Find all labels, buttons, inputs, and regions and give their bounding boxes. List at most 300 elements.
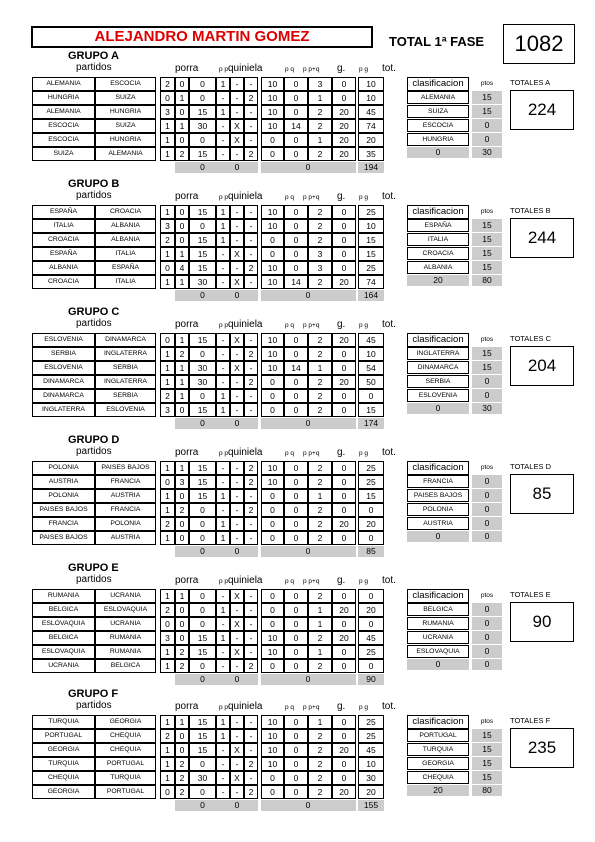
column-header-pp: p p (219, 704, 229, 711)
clasificacion-points: 0 (472, 631, 502, 644)
score-cell: 1 (308, 617, 332, 631)
score-cell: - (216, 133, 230, 147)
score-cell: - (216, 743, 230, 757)
score-cell: - (230, 659, 244, 673)
clasificacion-points: 15 (472, 757, 502, 770)
score-cell: 1 (216, 603, 230, 617)
score-cell: 0 (332, 645, 356, 659)
team-cell: ALEMANIA (95, 147, 156, 161)
team-cell: RUMANIA (32, 589, 95, 603)
score-cell: - (216, 785, 230, 799)
clasificacion-points: 0 (472, 603, 502, 616)
score-cell: 15 (189, 403, 216, 417)
score-cell: 0 (261, 603, 284, 617)
score-cell: 2 (175, 771, 189, 785)
sum-ppq: 0 (284, 800, 332, 811)
score-cell: 0 (189, 757, 216, 771)
column-header-pp: p p (219, 322, 229, 329)
score-cell: 2 (175, 503, 189, 517)
score-cell: - (244, 361, 258, 375)
team-cell: ALBANIA (32, 261, 95, 275)
score-cell: 1 (216, 205, 230, 219)
score-cell: - (230, 219, 244, 233)
score-cell: 45 (358, 631, 384, 645)
score-cell: 30 (189, 771, 216, 785)
team-cell: RUMANIA (95, 631, 156, 645)
clasificacion-team: ESPAÑA (407, 219, 469, 232)
clasificacion-points: 0 (472, 375, 502, 388)
clasificacion-header: clasificacion (407, 589, 469, 603)
clasificacion-team: POLONIA (407, 503, 469, 516)
score-cell: 25 (358, 205, 384, 219)
score-cell: 0 (175, 743, 189, 757)
score-cell: - (230, 757, 244, 771)
clasificacion-points: 15 (472, 361, 502, 374)
score-cell: 45 (358, 743, 384, 757)
score-cell: 10 (358, 77, 384, 91)
team-cell: BELGICA (95, 659, 156, 673)
score-cell: - (244, 771, 258, 785)
score-cell: 30 (189, 375, 216, 389)
score-cell: 0 (284, 261, 308, 275)
column-header-pq: p q (285, 704, 295, 711)
score-cell: 10 (261, 205, 284, 219)
team-cell: HUNGRIA (95, 105, 156, 119)
score-cell: 1 (160, 133, 175, 147)
group-total-value: 85 (510, 474, 574, 514)
clasificacion-header: clasificacion (407, 715, 469, 729)
group-title: GRUPO E (68, 562, 119, 574)
score-cell: 0 (332, 715, 356, 729)
score-cell: 0 (332, 771, 356, 785)
score-cell: - (230, 489, 244, 503)
score-cell: 10 (261, 77, 284, 91)
score-cell: - (244, 743, 258, 757)
sum-filler (175, 546, 189, 557)
score-cell: 15 (358, 403, 384, 417)
score-cell: 0 (189, 659, 216, 673)
score-cell: 1 (160, 361, 175, 375)
score-cell: 0 (284, 333, 308, 347)
score-cell: 14 (284, 361, 308, 375)
score-cell: 1 (160, 589, 175, 603)
score-cell: 10 (261, 219, 284, 233)
score-cell: 20 (332, 333, 356, 347)
score-cell: 0 (332, 589, 356, 603)
score-cell: 15 (189, 461, 216, 475)
score-cell: X (230, 617, 244, 631)
score-cell: 1 (160, 119, 175, 133)
score-cell: 0 (175, 729, 189, 743)
score-cell: 1 (308, 645, 332, 659)
score-cell: 15 (189, 475, 216, 489)
score-cell: 15 (189, 233, 216, 247)
score-cell: 0 (332, 757, 356, 771)
score-cell: 0 (284, 631, 308, 645)
score-cell: 15 (189, 205, 216, 219)
clasificacion-header: clasificacion (407, 461, 469, 475)
score-cell: 15 (189, 729, 216, 743)
score-cell: 0 (189, 589, 216, 603)
score-cell: 25 (358, 645, 384, 659)
score-cell: 0 (284, 617, 308, 631)
score-cell: 0 (261, 375, 284, 389)
score-cell: 2 (308, 205, 332, 219)
score-cell: 0 (284, 715, 308, 729)
score-cell: 1 (175, 275, 189, 289)
score-cell: 1 (175, 461, 189, 475)
column-header-pg: p g (359, 450, 369, 457)
sum-filler (261, 418, 284, 429)
column-header-quiniela: quiniela (228, 575, 263, 586)
team-cell: UCRANIA (95, 589, 156, 603)
clasificacion-team: DINAMARCA (407, 361, 469, 374)
clasificacion-team: TURQUIA (407, 743, 469, 756)
score-cell: 0 (261, 389, 284, 403)
column-header-partidos: partidos (76, 190, 112, 201)
score-cell: 20 (358, 603, 384, 617)
clasificacion-team: BELGICA (407, 603, 469, 616)
column-header-g: g. (337, 319, 346, 330)
score-cell: - (216, 645, 230, 659)
score-cell: 10 (261, 261, 284, 275)
score-cell: X (230, 247, 244, 261)
sum-tot: 85 (358, 546, 384, 557)
team-cell: FRANCIA (32, 517, 95, 531)
score-cell: 1 (160, 347, 175, 361)
column-header-pq: p q (285, 450, 295, 457)
score-cell: 0 (261, 403, 284, 417)
score-cell: 0 (261, 247, 284, 261)
score-cell: 10 (261, 729, 284, 743)
score-cell: 1 (175, 119, 189, 133)
sum-filler (261, 546, 284, 557)
score-cell: 2 (308, 333, 332, 347)
score-cell: - (230, 261, 244, 275)
score-cell: - (244, 133, 258, 147)
score-cell: 0 (284, 461, 308, 475)
score-cell: 0 (332, 489, 356, 503)
team-cell: ESLOVENIA (95, 403, 156, 417)
score-cell: 0 (160, 261, 175, 275)
score-cell: 15 (189, 743, 216, 757)
team-cell: DINAMARCA (95, 333, 156, 347)
score-cell: - (230, 729, 244, 743)
score-cell: 1 (216, 631, 230, 645)
sum-filler (332, 290, 356, 301)
column-header-tot: tot. (382, 701, 396, 712)
score-cell: - (216, 771, 230, 785)
score-cell: 2 (308, 531, 332, 545)
score-cell: 0 (284, 785, 308, 799)
team-cell: ESPAÑA (32, 247, 95, 261)
score-cell: 0 (189, 77, 216, 91)
score-cell: 2 (308, 347, 332, 361)
score-cell: 10 (261, 757, 284, 771)
score-cell: X (230, 645, 244, 659)
score-cell: - (216, 347, 230, 361)
score-cell: 10 (261, 347, 284, 361)
score-cell: 0 (358, 389, 384, 403)
score-cell: 0 (160, 475, 175, 489)
group-total-value: 204 (510, 346, 574, 386)
score-cell: 0 (284, 219, 308, 233)
score-cell: 50 (358, 375, 384, 389)
column-header-quiniela: quiniela (228, 319, 263, 330)
score-cell: X (230, 333, 244, 347)
column-header-g: g. (337, 575, 346, 586)
group-section (32, 688, 577, 810)
score-cell: 2 (175, 147, 189, 161)
score-cell: 2 (308, 275, 332, 289)
team-cell: CROACIA (32, 233, 95, 247)
score-cell: 0 (261, 147, 284, 161)
group-totals-label: TOTALES B (510, 206, 551, 215)
score-cell: 10 (261, 631, 284, 645)
score-cell: 25 (358, 475, 384, 489)
group-title: GRUPO A (68, 50, 119, 62)
sum-ppq: 0 (284, 290, 332, 301)
score-cell: 1 (160, 461, 175, 475)
clasificacion-sum: 0 (407, 659, 469, 670)
score-cell: 0 (189, 785, 216, 799)
ptos-header: ptos (480, 208, 494, 215)
ptos-header: ptos (480, 464, 494, 471)
clasificacion-header: clasificacion (407, 333, 469, 347)
score-cell: 15 (358, 247, 384, 261)
ptos-sum: 30 (472, 403, 502, 414)
score-cell: 0 (284, 489, 308, 503)
score-cell: 0 (261, 517, 284, 531)
score-cell: 0 (175, 531, 189, 545)
sum-filler (261, 800, 284, 811)
clasificacion-team: ESCOCIA (407, 119, 469, 132)
score-cell: 2 (244, 347, 258, 361)
sum-tot: 164 (358, 290, 384, 301)
team-cell: PORTUGAL (95, 785, 156, 799)
score-cell: 1 (175, 247, 189, 261)
column-header-porra: porra (175, 447, 199, 458)
score-cell: 2 (308, 119, 332, 133)
score-cell: 3 (160, 403, 175, 417)
team-cell: DINAMARCA (32, 389, 95, 403)
score-cell: 0 (189, 389, 216, 403)
clasificacion-points: 15 (472, 261, 502, 274)
team-cell: ESLOVAQUIA (95, 603, 156, 617)
group-total-value: 244 (510, 218, 574, 258)
team-cell: POLONIA (32, 461, 95, 475)
score-cell: 15 (189, 715, 216, 729)
score-cell: - (244, 631, 258, 645)
score-cell: - (244, 219, 258, 233)
score-cell: - (230, 375, 244, 389)
score-cell: 2 (308, 757, 332, 771)
score-cell: - (230, 347, 244, 361)
column-header-tot: tot. (382, 447, 396, 458)
score-cell: 15 (189, 489, 216, 503)
clasificacion-team: GEORGIA (407, 757, 469, 770)
sum-quiniela: 0 (216, 418, 258, 429)
score-cell: 25 (358, 261, 384, 275)
score-cell: 10 (261, 275, 284, 289)
team-cell: PORTUGAL (32, 729, 95, 743)
team-cell: SUIZA (32, 147, 95, 161)
clasificacion-points: 0 (472, 119, 502, 132)
score-cell: 3 (308, 247, 332, 261)
score-cell: 0 (284, 105, 308, 119)
column-header-pq: p q (285, 194, 295, 201)
group-section (32, 178, 577, 300)
clasificacion-points: 15 (472, 743, 502, 756)
score-cell: 10 (261, 361, 284, 375)
score-cell: 1 (160, 489, 175, 503)
team-cell: POLONIA (32, 489, 95, 503)
score-cell: 2 (244, 785, 258, 799)
team-cell: PAISES BAJOS (32, 531, 95, 545)
score-cell: 20 (332, 275, 356, 289)
group-totals-label: TOTALES C (510, 334, 551, 343)
column-header-tot: tot. (382, 319, 396, 330)
team-cell: CHEQUIA (32, 771, 95, 785)
score-cell: 3 (175, 475, 189, 489)
team-cell: AUSTRIA (95, 531, 156, 545)
clasificacion-team: ITALIA (407, 233, 469, 246)
score-cell: 0 (189, 219, 216, 233)
team-cell: ALEMANIA (32, 77, 95, 91)
clasificacion-points: 15 (472, 219, 502, 232)
column-header-pg: p g (359, 194, 369, 201)
score-cell: 1 (216, 517, 230, 531)
score-cell: 1 (216, 729, 230, 743)
score-cell: 30 (358, 771, 384, 785)
score-cell: 0 (160, 333, 175, 347)
score-cell: 1 (216, 389, 230, 403)
team-cell: CROACIA (95, 205, 156, 219)
group-title: GRUPO B (68, 178, 120, 190)
sum-pp: 0 (189, 800, 216, 811)
score-cell: 20 (358, 785, 384, 799)
clasificacion-points: 15 (472, 247, 502, 260)
clasificacion-sum: 0 (407, 531, 469, 542)
score-cell: 0 (332, 503, 356, 517)
score-cell: 1 (308, 133, 332, 147)
score-cell: - (230, 631, 244, 645)
score-cell: 1 (160, 531, 175, 545)
score-cell: 1 (308, 91, 332, 105)
team-cell: FRANCIA (95, 503, 156, 517)
column-header-porra: porra (175, 575, 199, 586)
score-cell: 20 (332, 631, 356, 645)
score-cell: 74 (358, 119, 384, 133)
clasificacion-points: 15 (472, 771, 502, 784)
sum-pp: 0 (189, 290, 216, 301)
score-cell: 35 (358, 147, 384, 161)
sum-tot: 155 (358, 800, 384, 811)
score-cell: 10 (358, 757, 384, 771)
score-cell: 0 (261, 785, 284, 799)
score-cell: 0 (284, 77, 308, 91)
column-header-tot: tot. (382, 191, 396, 202)
score-cell: 25 (358, 461, 384, 475)
score-cell: 0 (189, 603, 216, 617)
score-cell: - (230, 77, 244, 91)
score-cell: 2 (308, 403, 332, 417)
score-cell: 0 (284, 743, 308, 757)
score-cell: 10 (358, 347, 384, 361)
column-header-pp: p p (219, 450, 229, 457)
sum-quiniela: 0 (216, 546, 258, 557)
sum-pp: 0 (189, 546, 216, 557)
score-cell: 20 (332, 105, 356, 119)
column-header-partidos: partidos (76, 700, 112, 711)
score-cell: - (216, 375, 230, 389)
score-cell: 1 (160, 743, 175, 757)
score-cell: - (230, 91, 244, 105)
sum-quiniela: 0 (216, 162, 258, 173)
score-cell: 1 (216, 77, 230, 91)
score-cell: 0 (189, 517, 216, 531)
clasificacion-team: CROACIA (407, 247, 469, 260)
team-cell: BELGICA (32, 603, 95, 617)
score-cell: 0 (189, 531, 216, 545)
score-cell: 20 (332, 517, 356, 531)
clasificacion-team: SERBIA (407, 375, 469, 388)
score-cell: 0 (175, 105, 189, 119)
score-cell: - (230, 531, 244, 545)
score-cell: 1 (175, 361, 189, 375)
clasificacion-header: clasificacion (407, 77, 469, 91)
team-cell: SERBIA (95, 361, 156, 375)
total-phase-label: TOTAL 1ª FASE (389, 34, 485, 49)
score-cell: - (216, 589, 230, 603)
column-header-pq: p q (285, 322, 295, 329)
score-cell: 2 (308, 771, 332, 785)
team-cell: CHEQUIA (95, 729, 156, 743)
score-cell: 2 (308, 729, 332, 743)
ptos-header: ptos (480, 718, 494, 725)
score-cell: 0 (284, 247, 308, 261)
group-totals-label: TOTALES D (510, 462, 551, 471)
clasificacion-points: 0 (472, 617, 502, 630)
sum-ppq: 0 (284, 418, 332, 429)
sum-filler (332, 674, 356, 685)
score-cell: - (216, 119, 230, 133)
column-header-partidos: partidos (76, 446, 112, 457)
score-cell: 15 (189, 105, 216, 119)
group-total-value: 235 (510, 728, 574, 768)
score-cell: 0 (358, 503, 384, 517)
score-cell: 0 (332, 461, 356, 475)
group-total-value: 224 (510, 90, 574, 130)
score-cell: 0 (284, 205, 308, 219)
score-cell: 0 (261, 659, 284, 673)
sum-filler (332, 418, 356, 429)
score-cell: 1 (216, 219, 230, 233)
team-cell: ITALIA (32, 219, 95, 233)
score-cell: X (230, 119, 244, 133)
score-cell: 15 (189, 261, 216, 275)
score-cell: - (216, 275, 230, 289)
score-cell: 0 (160, 91, 175, 105)
score-cell: 1 (175, 589, 189, 603)
score-cell: 15 (189, 645, 216, 659)
score-cell: 0 (284, 389, 308, 403)
score-cell: 2 (244, 91, 258, 105)
ptos-sum: 30 (472, 147, 502, 158)
score-cell: - (244, 489, 258, 503)
sum-pp: 0 (189, 674, 216, 685)
sum-filler (175, 418, 189, 429)
